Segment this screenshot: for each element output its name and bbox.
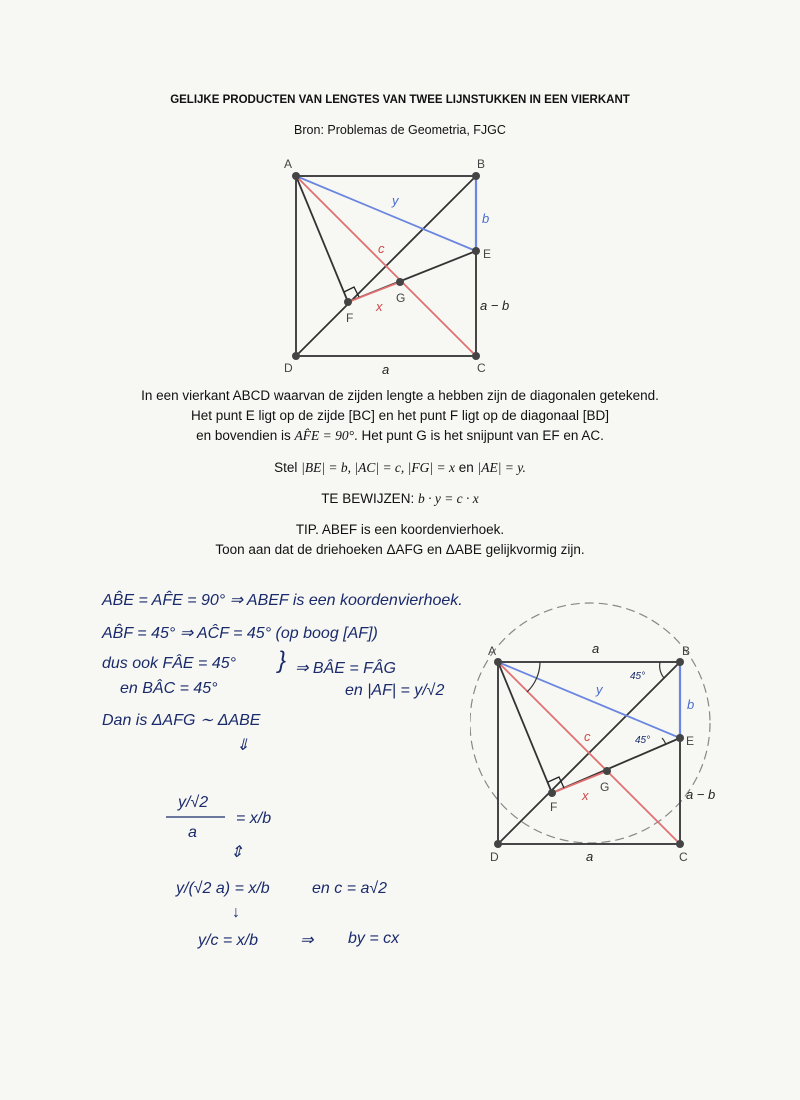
hw-formula-2-note: en c = a√2	[312, 880, 388, 897]
handwritten-proof	[90, 575, 490, 975]
hw-brace: }	[278, 647, 287, 674]
prove-line: TE BEWIJZEN: b · y = c · x	[321, 491, 479, 506]
hw-arrow-2: ⇕	[230, 844, 244, 861]
label-b-2: B	[682, 644, 691, 658]
label-c-2: C	[679, 850, 688, 864]
tip-line-2: Toon aan dat de driehoeken ΔAFG en ΔABE gelijkvormig zijn.	[215, 542, 585, 557]
label-c-seg-2: c	[584, 729, 591, 744]
hw-line-5: Dan is ΔAFG ∼ ΔABE	[102, 712, 261, 729]
label-x-seg-2: x	[582, 788, 589, 803]
label-f-2: F	[550, 800, 558, 814]
circumcircle	[470, 603, 710, 843]
label-y-2: y	[596, 682, 603, 697]
angle-label-b: 45°	[630, 671, 646, 682]
label-a-seg: a	[382, 362, 390, 377]
label-g-2: G	[600, 780, 610, 794]
hw-frac1-den: a	[188, 824, 197, 841]
hw-formula-2: y/(√2 a) = x/b	[176, 880, 270, 897]
label-a-2: A	[488, 644, 497, 658]
label-d-2: D	[490, 850, 499, 864]
label-a-minus-b-2: a − b	[686, 787, 716, 802]
label-c-seg: c	[378, 241, 385, 256]
hw-formula-3-arrow: ⇒	[300, 932, 314, 949]
label-y: y	[392, 193, 399, 208]
hw-line-2: AB̂F = 45° ⇒ AĈF = 45° (op boog [AF])	[102, 625, 378, 642]
hw-line-4b: en |AF| = y/√2	[345, 682, 445, 699]
statement-line-3: en bovendien is AF̂E = 90°. Het punt G is het snijpunt van EF en AC.	[196, 428, 604, 443]
label-x-seg: x	[376, 299, 383, 314]
label-a-minus-b: a − b	[480, 298, 510, 313]
statement-line-2: Het punt E ligt op de zijde [BC] en het punt F ligt op de diagonaal [BD]	[190, 408, 609, 423]
statement-line-1: In een vierkant ABCD waarvan de zijden lengte a hebben zijn de diagonalen getekend.	[141, 388, 659, 403]
label-a-bottom-2: a	[586, 849, 594, 864]
label-e-2: E	[686, 734, 695, 748]
hw-line-1: AB̂E = AF̂E = 90° ⇒ ABEF is een koordenvierhoek.	[102, 592, 463, 609]
hw-arrow-1: ⇓	[236, 737, 250, 754]
figure-2-diagram	[470, 595, 770, 870]
label-d: D	[284, 361, 293, 375]
hw-line-4a: en BÂC = 45°	[120, 680, 218, 697]
label-a-top-2: a	[592, 641, 600, 656]
figure-1-diagram	[270, 150, 540, 380]
hw-formula-3-result: by = cx	[348, 930, 400, 947]
source-line: Bron: Problemas de Geometria, FJGC	[294, 123, 506, 137]
tip-line-1: TIP. ABEF is een koordenvierhoek.	[295, 522, 505, 537]
hw-frac1-rhs: = x/b	[236, 810, 272, 827]
label-a: A	[284, 157, 293, 171]
givens-line: Stel |BE| = b, |AC| = c, |FG| = x en |AE| = y.	[274, 460, 526, 475]
label-g: G	[396, 291, 406, 305]
angle-arc-b	[660, 662, 664, 678]
hw-frac1-num: y/√2	[178, 794, 209, 811]
page-title: GELIJKE PRODUCTEN VAN LENGTES VAN TWEE LIJNSTUKKEN IN EEN VIERKANT	[170, 94, 630, 106]
label-b-seg: b	[482, 211, 490, 226]
label-f: F	[346, 311, 354, 325]
hw-formula-3: y/c = x/b	[198, 932, 259, 949]
label-b-seg-2: b	[687, 697, 695, 712]
angle-label-e: 45°	[635, 735, 651, 746]
hw-arrow-3: ↓	[232, 904, 240, 921]
label-b: B	[477, 157, 486, 171]
label-c: C	[477, 361, 486, 375]
hw-line-3a: dus ook FÂE = 45°	[102, 655, 237, 672]
label-e: E	[483, 247, 492, 261]
hw-line-3b: ⇒ BÂE = FÂG	[295, 660, 396, 677]
